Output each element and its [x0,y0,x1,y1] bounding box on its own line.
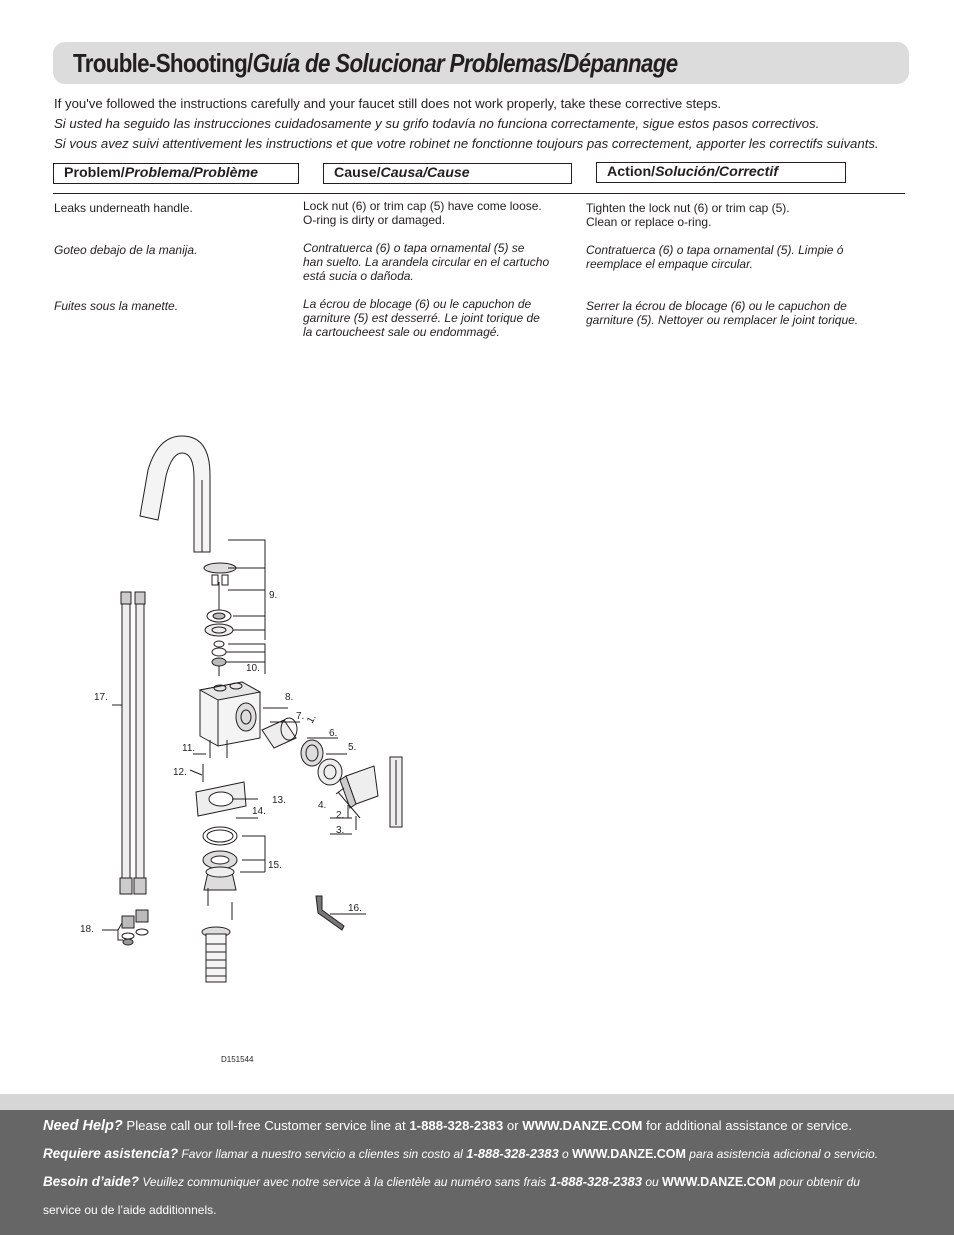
help-text-es-b: para asistencia adicional o servicio. [685,1147,879,1161]
header-action [596,162,846,183]
cause-fr-2: garniture (5) est desserré. Le joint torique de [303,311,540,325]
header-cause [323,163,572,184]
phone-number-fr: 1-888-328-2383 [549,1174,642,1189]
part-label-7: 7. [296,711,305,722]
help-or-en: or [503,1118,523,1133]
action-es-2: reemplace el empaque circular. [586,257,753,271]
phone-number-en: 1-888-328-2383 [409,1118,504,1133]
cause-es-1: Contratuerca (6) o tapa ornamental (5) se [303,241,525,255]
help-lead-es: Requiere asistencia? [43,1146,179,1161]
supply-hoses [120,592,148,945]
header-problem-alt: Problema/Problème [124,165,258,181]
header-problem-en: Problem/ [64,165,125,181]
header-cause-alt: Causa/Cause [380,165,470,181]
drain-tube [202,927,230,982]
intro-fr: Si vous avez suivi attentivement les instructions et que votre robinet ne fonctionne toujours pas correctement, apporter les correctifs suivants. [54,136,879,151]
part-label-17: 17. [94,692,108,703]
help-line-fr [43,1174,860,1189]
part-label-12: 12. [173,767,187,778]
part-label-11: 11. [182,743,196,754]
header-cause-en: Cause/ [334,165,381,181]
action-en-1: Tighten the lock nut (6) or trim cap (5). [586,201,790,215]
help-or-fr: ou [641,1175,662,1189]
action-column [586,201,858,327]
header-divider [53,193,905,194]
handle [340,757,402,827]
intro-es: Si usted ha seguido las instrucciones cuidadosamente y su grifo todavía no funciona correctamente, sigue estos pasos correctivos. [54,116,820,131]
part-label-18: 18. [80,924,94,935]
action-es-1: Contratuerca (6) o tapa ornamental (5). Limpie ó [586,243,844,257]
header-action-alt: Solución/Correctif [655,164,779,180]
help-line-en [43,1118,852,1134]
help-or-es: o [558,1147,573,1161]
part-label-10: 10. [246,663,260,674]
title-fr: Dépannage [563,48,678,78]
part-label-13: 13. [272,795,286,806]
title-bar [53,42,909,84]
help-text-en-a: Please call our toll-free Customer service line at [122,1118,410,1133]
cause-fr-1: La écrou de blocage (6) ou le capuchon de [303,297,532,311]
help-text-fr-b: pour obtenir du [775,1175,860,1189]
footer-strip [0,1094,954,1110]
help-text-fr-a: Veuillez communiquer avec notre service à la clientèle au numéro sans frais [139,1175,550,1189]
cause-fr-3: la cartoucheest sale ou endommagé. [303,325,500,339]
part-label-2: 2. [336,810,345,821]
cause-column [303,199,549,339]
cause-es-3: está sucia o dañoda. [303,269,414,283]
intro-text [54,94,879,154]
action-fr-2: garniture (5). Nettoyer ou remplacer le joint torique. [586,313,859,327]
help-line-es [43,1146,878,1161]
cause-es-2: han suelto. La arandela circular en el cartucho [303,255,550,269]
title-es: Guía de Solucionar Problemas/ [252,48,564,78]
part-label-3: 3. [336,825,345,836]
action-en-2: Clean or replace o-ring. [586,215,712,229]
phone-number-es: 1-888-328-2383 [466,1146,559,1161]
part-label-1: 1. [305,712,319,726]
help-line-fr-cont: service ou de l’aide additionnels. [43,1203,217,1217]
website-link-es[interactable]: WWW.DANZE.COM [572,1147,686,1161]
header-problem [53,163,299,184]
help-lead-fr: Besoin d’aide? [43,1174,140,1189]
part-label-16: 16. [348,903,362,914]
cause-en-2: O-ring is dirty or damaged. [303,213,446,227]
spout [140,436,210,552]
help-text-en-b: for additional assistance or service. [642,1118,853,1133]
title-en: Trouble-Shooting/ [73,48,253,78]
part-label-14: 14. [252,806,266,817]
exploded-parts-diagram [60,420,420,1080]
part-label-8: 8. [285,692,294,703]
help-footer [0,1110,954,1235]
part-label-6: 6. [329,728,338,739]
part-label-15: 15. [268,860,282,871]
intro-en: If you've followed the instructions carefully and your faucet still does not work properly, take these corrective steps. [54,96,722,111]
part-label-9: 9. [269,590,278,601]
problem-column [54,201,197,313]
help-lead-en: Need Help? [43,1118,123,1134]
valve-body [200,682,260,746]
website-link-en[interactable]: WWW.DANZE.COM [522,1118,643,1133]
cause-en-1: Lock nut (6) or trim cap (5) have come loose. [303,199,542,213]
problem-fr: Fuites sous la manette. [54,299,179,313]
problem-en: Leaks underneath handle. [54,201,193,215]
help-text-es-a: Favor llamar a nuestro servicio a clientes sin costo al [178,1147,467,1161]
page-title [73,48,677,79]
problem-es: Goteo debajo de la manija. [54,243,198,257]
website-link-fr[interactable]: WWW.DANZE.COM [662,1175,776,1189]
header-action-en: Action/ [607,164,656,180]
part-label-4: 4. [318,800,327,811]
part-label-5: 5. [348,742,357,753]
action-fr-1: Serrer la écrou de blocage (6) ou le capuchon de [586,299,847,313]
diagram-code: D151544 [221,1055,254,1064]
